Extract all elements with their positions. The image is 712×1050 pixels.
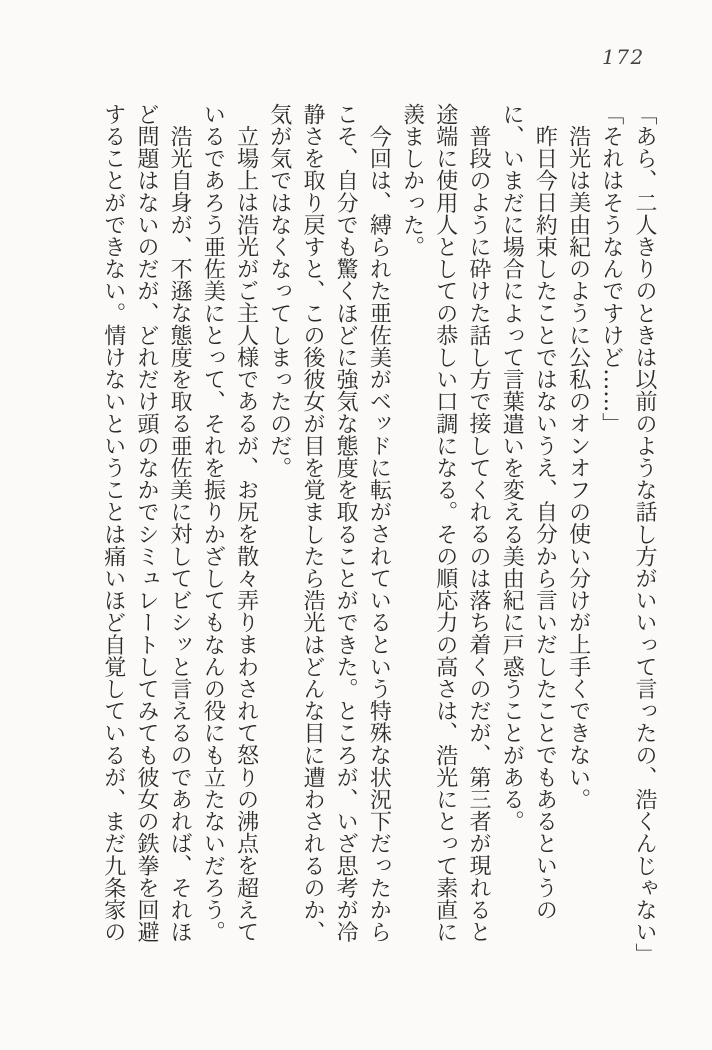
page-number: 172: [602, 45, 645, 69]
paragraph: 浩光自身が、不遜な態度を取る亜佐美に対してビシッと言えるのであれば、それほど問題はないのだが、どれだけ頭のなかでシミュレートしてみても彼女の鉄拳を回避することができない。情けないということは痛いほど自覚しているが、まだ九条家の: [100, 103, 193, 943]
text-body: [97, 103, 661, 965]
paragraph: 普段のように砕けた話し方で接してくれるのは落ち着くのだが、第三者が現れると途端に使用人としての恭しい口調になる。その順応力の高さは、浩光にとって素直に羨ましかった。: [399, 103, 491, 943]
paragraph: 昨日今日約束したことではないうえ、自分から言いだしたことでもあるというのに、いまだに場合によって言葉遣いを変える美由紀に戸惑うことがある。: [499, 103, 558, 921]
paragraph: 立場上は浩光がご主人様であるが、お尻を散々弄りまわされて怒りの沸点を超えているであろう亜佐美にとって、それを振りかざしてもなんの役にも立たないだろう。: [200, 103, 259, 943]
paragraph: 浩光は美由紀のように公私のオンオフの使い分けが上手くできない。: [565, 125, 591, 811]
paragraph: 今回は、縛られた亜佐美がベッドに転がされているという特殊な状況下だったからこそ、自分でも驚くほどに強気な態度を取ることができた。ところが、いざ思考が冷静さを取り戻すと、この後彼女が目を覚ましたら浩光はどんな目に遭わされるのか、気が気ではなくなってしまったのだ。: [266, 103, 392, 943]
paragraph: 「あら、二人きりのときは以前のような話し方がいいって言ったの、浩くんじゃない」: [632, 103, 657, 965]
paragraph: 「それはそうなんですけど……」: [598, 103, 624, 435]
